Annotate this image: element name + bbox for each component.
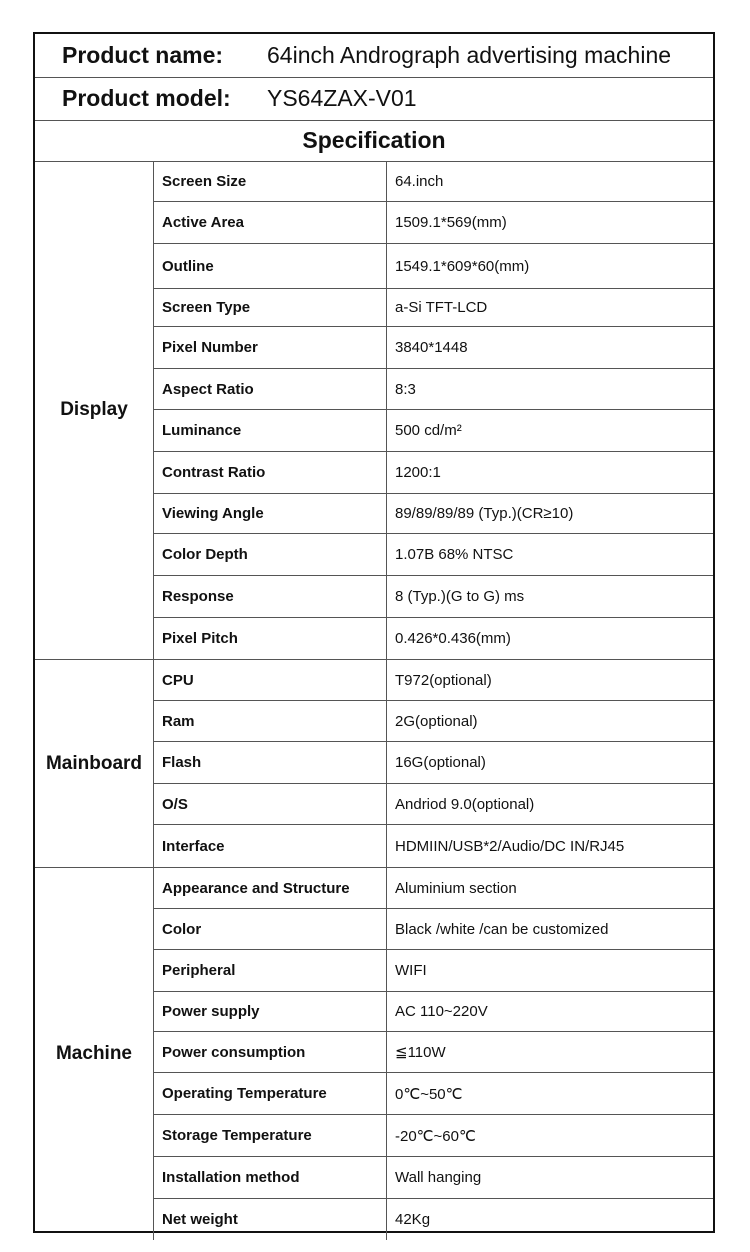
- spec-key: Ram: [154, 701, 387, 741]
- spec-key: Installation method: [154, 1157, 387, 1198]
- spec-value: 1.07B 68% NTSC: [395, 546, 514, 563]
- spec-key: Response: [154, 576, 387, 617]
- spec-key: Net weight: [154, 1199, 387, 1240]
- spec-value: 1200:1: [395, 464, 441, 481]
- spec-value: Wall hanging: [395, 1169, 482, 1186]
- product-name-label: Product name:: [62, 42, 224, 68]
- table-row: [154, 1199, 713, 1240]
- table-row: [154, 868, 713, 909]
- spec-key: Outline: [154, 244, 387, 288]
- product-name-value: 64inch Andrograph advertising machine: [267, 42, 672, 68]
- table-row: [154, 701, 713, 742]
- spec-value: 89/89/89/89 (Typ.)(CR≥10): [395, 505, 574, 522]
- spec-key: Active Area: [154, 202, 387, 243]
- table-row: [154, 825, 713, 867]
- specification-title: Specification: [35, 120, 713, 162]
- spec-key: Contrast Ratio: [154, 452, 387, 493]
- table-row: [154, 660, 713, 701]
- spec-key: Storage Temperature: [154, 1115, 387, 1156]
- table-row: [154, 369, 713, 410]
- spec-value: 0.426*0.436(mm): [395, 630, 511, 647]
- section-label: Mainboard: [35, 660, 154, 867]
- table-row: [154, 1115, 713, 1157]
- spec-sheet: [33, 32, 715, 1233]
- table-row: [154, 576, 713, 618]
- table-row: [154, 494, 713, 534]
- section-rows: [154, 660, 713, 867]
- spec-value: WIFI: [395, 962, 427, 979]
- spec-value: 3840*1448: [395, 339, 468, 356]
- product-model-row: [35, 77, 713, 121]
- spec-key: CPU: [154, 660, 387, 700]
- spec-value: 500 cd/m²: [395, 422, 462, 439]
- spec-value: 1509.1*569(mm): [395, 214, 507, 231]
- table-row: [154, 1073, 713, 1115]
- spec-value: -20℃~60℃: [395, 1127, 476, 1145]
- table-row: [154, 452, 713, 494]
- table-row: [154, 992, 713, 1032]
- table-row: [154, 909, 713, 950]
- spec-value: 16G(optional): [395, 754, 486, 771]
- spec-key: Appearance and Structure: [154, 868, 387, 908]
- spec-key: Luminance: [154, 410, 387, 451]
- spec-value: ≦110W: [395, 1044, 446, 1061]
- product-name-row: [35, 34, 713, 78]
- table-row: [154, 202, 713, 244]
- spec-key: Peripheral: [154, 950, 387, 991]
- section-display: [35, 161, 713, 660]
- product-model-label: Product model:: [62, 85, 231, 111]
- spec-key: Viewing Angle: [154, 494, 387, 533]
- spec-value: a-Si TFT-LCD: [395, 299, 488, 316]
- table-row: [154, 784, 713, 825]
- product-model-value: YS64ZAX-V01: [267, 85, 417, 111]
- spec-key: Color: [154, 909, 387, 949]
- spec-table: [35, 161, 713, 1240]
- table-row: [154, 327, 713, 369]
- table-row: [154, 534, 713, 576]
- section-mainboard: [35, 660, 713, 868]
- spec-value: Aluminium section: [395, 879, 517, 897]
- section-label: Display: [35, 161, 154, 659]
- table-row: [154, 244, 713, 289]
- table-row: [154, 289, 713, 327]
- spec-key: Screen Size: [154, 161, 387, 201]
- spec-value: AC 110~220V: [395, 1003, 488, 1020]
- spec-value: HDMIIN/USB*2/Audio/DC IN/RJ45: [395, 837, 625, 855]
- spec-key: Power consumption: [154, 1032, 387, 1072]
- spec-value: Andriod 9.0(optional): [395, 795, 535, 813]
- spec-value: 64.inch: [395, 172, 444, 190]
- spec-value: 8:3: [395, 380, 416, 398]
- spec-key: Pixel Pitch: [154, 618, 387, 659]
- table-row: [154, 161, 713, 202]
- spec-value: 42Kg: [395, 1211, 431, 1228]
- spec-value: 1549.1*609*60(mm): [395, 257, 530, 275]
- spec-value: Black /white /can be customized: [395, 920, 609, 938]
- table-row: [154, 950, 713, 992]
- spec-key: Interface: [154, 825, 387, 867]
- spec-key: O/S: [154, 784, 387, 824]
- spec-value: 8 (Typ.)(G to G) ms: [395, 588, 525, 605]
- spec-key: Screen Type: [154, 289, 387, 326]
- section-machine: [35, 868, 713, 1240]
- table-row: [154, 742, 713, 784]
- spec-key: Color Depth: [154, 534, 387, 575]
- spec-value: T972(optional): [395, 671, 492, 689]
- table-row: [154, 618, 713, 659]
- spec-key: Aspect Ratio: [154, 369, 387, 409]
- table-row: [154, 410, 713, 452]
- table-row: [154, 1032, 713, 1073]
- spec-value: 0℃~50℃: [395, 1085, 463, 1103]
- spec-key: Flash: [154, 742, 387, 783]
- spec-key: Operating Temperature: [154, 1073, 387, 1114]
- table-row: [154, 1157, 713, 1199]
- spec-key: Power supply: [154, 992, 387, 1031]
- spec-value: 2G(optional): [395, 712, 478, 730]
- section-rows: [154, 161, 713, 659]
- section-rows: [154, 868, 713, 1240]
- section-label: Machine: [35, 868, 154, 1240]
- spec-key: Pixel Number: [154, 327, 387, 368]
